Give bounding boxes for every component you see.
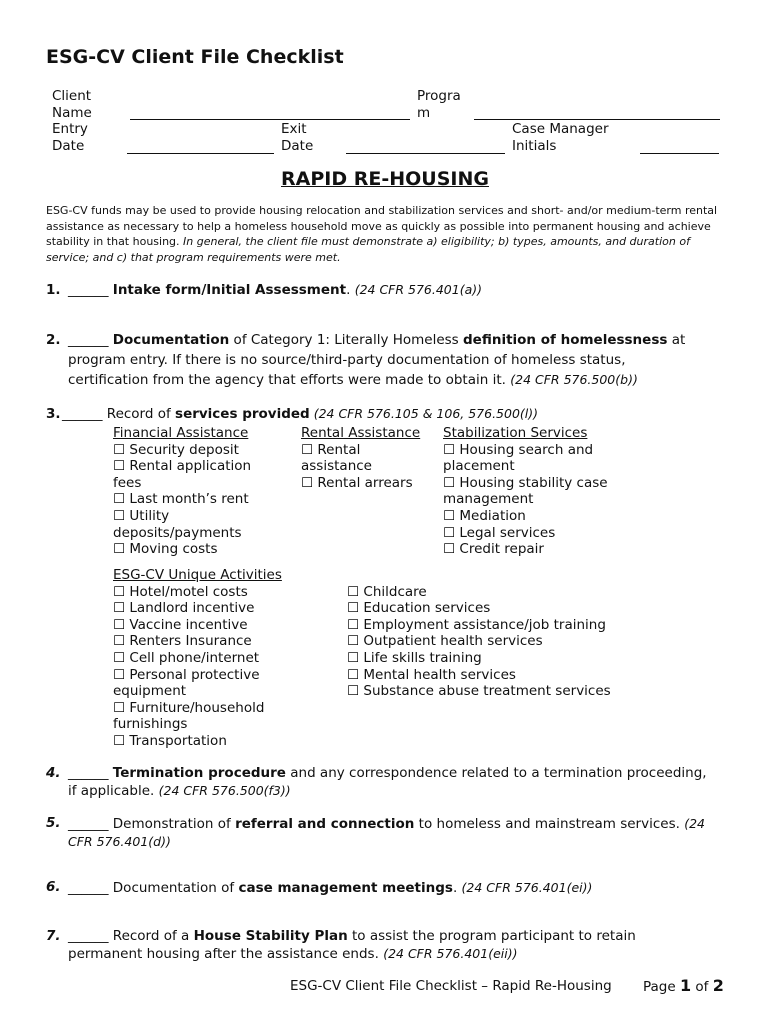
item-bold: Termination procedure: [112, 765, 286, 781]
program-label-line2: m: [417, 105, 431, 121]
item-number: 6.: [46, 879, 61, 895]
case-manager-initials-field[interactable]: [640, 153, 719, 154]
checkbox-option[interactable]: ☐ Childcare: [347, 583, 427, 600]
checkbox-option[interactable]: ☐ Rental application: [113, 458, 252, 475]
item-pre: Record of: [102, 406, 176, 422]
option-continuation: furnishings: [113, 716, 188, 733]
program-label-line1: Progra: [417, 88, 461, 104]
item-bold: case management meetings: [238, 880, 453, 896]
program-label: [417, 88, 461, 122]
client-name-label-line2: Name: [52, 105, 92, 121]
financial-assistance-header: Financial Assistance: [113, 425, 249, 441]
option-continuation: fees: [113, 474, 142, 491]
checkbox-option[interactable]: ☐ Utility: [113, 507, 170, 524]
blank-line[interactable]: ______: [68, 282, 109, 298]
checkbox-option[interactable]: ☐ Furniture/household: [113, 699, 265, 716]
item-bold: referral and connection: [235, 816, 415, 832]
item-bold: House Stability Plan: [193, 928, 348, 944]
checkbox-option[interactable]: ☐ Moving costs: [113, 541, 218, 558]
exit-date-label-line1: Exit: [281, 121, 307, 137]
page-title: ESG-CV Client File Checklist: [46, 46, 344, 68]
item-citation: (24 CFR 576.105 & 106, 576.500(l)): [309, 406, 539, 421]
item-bold: services provided: [175, 406, 310, 422]
item-text: [68, 879, 592, 897]
item-post: at program entry. If there is no source/third-party documentation of homeless status, certification from the agency that efforts were made to obtain it.: [68, 332, 686, 388]
entry-date-label-line1: Entry: [52, 121, 88, 137]
item-text: [68, 765, 708, 800]
checkbox-option[interactable]: ☐ Legal services: [443, 524, 556, 541]
checkbox-option[interactable]: ☐ Last month’s rent: [113, 491, 249, 508]
checkbox-option[interactable]: ☐ Life skills training: [347, 649, 482, 666]
intro-plain: ESG-CV funds may be used to provide housing relocation and stabilization services and short- and/or medium-term rental assistance as necessary to help a homeless household move as quickly as possible into permanent housing and achieve stability in that housing.: [46, 204, 718, 248]
item-text: [68, 330, 708, 390]
checkbox-option[interactable]: ☐ Transportation: [113, 732, 227, 749]
item-number: 3.: [46, 406, 61, 422]
entry-date-label: [52, 121, 88, 155]
option-continuation: deposits/payments: [113, 524, 242, 541]
item-pre: Demonstration of: [108, 816, 236, 832]
exit-date-label: [281, 121, 313, 155]
checkbox-option[interactable]: ☐ Vaccine incentive: [113, 616, 248, 633]
item-mid: of Category 1: Literally Homeless: [229, 332, 464, 348]
option-continuation: placement: [443, 458, 515, 475]
page-word: Page: [643, 979, 676, 995]
checklist-item-1: [46, 280, 726, 300]
checkbox-option[interactable]: ☐ Credit repair: [443, 541, 544, 558]
of-word: of: [695, 979, 709, 995]
blank-line[interactable]: ______: [68, 332, 109, 348]
checkbox-option[interactable]: ☐ Renters Insurance: [113, 633, 252, 650]
item-number: 4.: [46, 765, 61, 781]
checkbox-option[interactable]: ☐ Rental: [301, 441, 361, 458]
unique-activities-header: ESG-CV Unique Activities: [113, 567, 282, 583]
checklist-item-5: [46, 815, 726, 855]
blank-line[interactable]: ______: [68, 928, 109, 944]
page-total: 2: [712, 976, 724, 995]
checklist-item-2: [46, 330, 726, 390]
checkbox-option[interactable]: ☐ Housing stability case: [443, 474, 608, 491]
item-bold: Documentation: [112, 332, 230, 348]
checkbox-option[interactable]: ☐ Substance abuse treatment services: [347, 683, 611, 700]
item-post: to homeless and mainstream services.: [414, 816, 685, 832]
checkbox-option[interactable]: ☐ Mental health services: [347, 666, 516, 683]
option-continuation: assistance: [301, 458, 372, 475]
checkbox-option[interactable]: ☐ Employment assistance/job training: [347, 616, 606, 633]
checklist-item-6: [46, 879, 726, 899]
rental-assistance-header: Rental Assistance: [301, 425, 421, 441]
footer-text: ESG-CV Client File Checklist – Rapid Re-Housing: [290, 978, 612, 994]
exit-date-field[interactable]: [346, 153, 505, 154]
item-number: 1.: [46, 282, 61, 298]
option-continuation: management: [443, 491, 534, 508]
option-continuation: equipment: [113, 683, 187, 700]
unique-activities-right-column: [347, 584, 647, 700]
exit-date-label-line2: Date: [281, 138, 314, 154]
blank-line[interactable]: ______: [68, 816, 109, 832]
checkbox-option[interactable]: ☐ Rental arrears: [301, 474, 413, 491]
entry-date-label-line2: Date: [52, 138, 85, 154]
page-indicator: [643, 976, 724, 995]
stabilization-services-column: [443, 425, 633, 558]
blank-line[interactable]: ______: [62, 406, 103, 422]
item-text: [68, 815, 728, 851]
checkbox-option[interactable]: ☐ Education services: [347, 600, 491, 617]
checkbox-option[interactable]: ☐ Outpatient health services: [347, 633, 543, 650]
blank-line[interactable]: ______: [68, 765, 109, 781]
checkbox-option[interactable]: ☐ Security deposit: [113, 441, 239, 458]
intro-paragraph: [46, 203, 726, 265]
item-number: 5.: [46, 815, 61, 831]
page-number: 1: [679, 976, 692, 995]
item-text: [68, 928, 708, 963]
item-pre: Documentation of: [108, 880, 239, 896]
section-heading: RAPID RE-HOUSING: [281, 168, 489, 190]
checkbox-option[interactable]: ☐ Landlord incentive: [113, 600, 255, 617]
item-citation: (24 CFR 576.500(b)): [510, 372, 638, 387]
checkbox-option[interactable]: ☐ Cell phone/internet: [113, 649, 260, 666]
rental-assistance-column: [301, 425, 436, 491]
unique-activities-column: [113, 567, 313, 750]
item-bold: Intake form/Initial Assessment: [112, 282, 347, 298]
checkbox-option[interactable]: ☐ Personal protective: [113, 666, 260, 683]
financial-assistance-column: [113, 425, 293, 558]
blank-line[interactable]: ______: [68, 880, 109, 896]
item-citation: (24 CFR 576.401(a)): [354, 282, 483, 297]
item-pre: Record of a: [108, 928, 194, 944]
item-post: .: [452, 880, 462, 896]
item-post: .: [346, 282, 355, 298]
checkbox-option[interactable]: ☐ Housing search and: [443, 441, 594, 458]
item-post: to assist the program participant to retain permanent housing after the assistance ends.: [68, 928, 636, 962]
item-post: and any correspondence related to a termination proceeding, if applicable.: [68, 765, 707, 799]
item-text: [62, 404, 538, 424]
checkbox-option[interactable]: ☐ Hotel/motel costs: [113, 583, 248, 600]
checklist-item-3: [46, 404, 726, 424]
case-manager-label-line2: Initials: [512, 138, 557, 154]
item-citation: (24 CFR 576.401(d)): [68, 816, 705, 849]
item-text: [68, 280, 482, 300]
item-number: 2.: [46, 332, 61, 348]
stabilization-services-header: Stabilization Services: [443, 425, 588, 441]
client-name-label-line1: Client: [52, 88, 92, 104]
client-name-field[interactable]: [130, 119, 410, 120]
checklist-item-4: [46, 765, 726, 805]
item-citation: (24 CFR 576.401(ei)): [461, 880, 593, 895]
checkbox-option[interactable]: ☐ Mediation: [443, 507, 526, 524]
checklist-item-7: [46, 928, 726, 968]
case-manager-label-line1: Case Manager: [512, 121, 609, 137]
item-citation: (24 CFR 576.401(eii)): [383, 946, 518, 961]
item-bold-2: definition of homelessness: [463, 332, 668, 348]
program-field[interactable]: [474, 119, 720, 120]
case-manager-label: [512, 121, 609, 155]
item-citation: (24 CFR 576.500(f3)): [158, 783, 291, 798]
client-name-label: [52, 88, 92, 122]
intro-italic: In general, the client file must demonstrate a) eligibility; b) types, amounts, and duration of service; and c) that program requirements were met.: [46, 235, 690, 264]
item-number: 7.: [46, 928, 61, 944]
entry-date-field[interactable]: [127, 153, 274, 154]
